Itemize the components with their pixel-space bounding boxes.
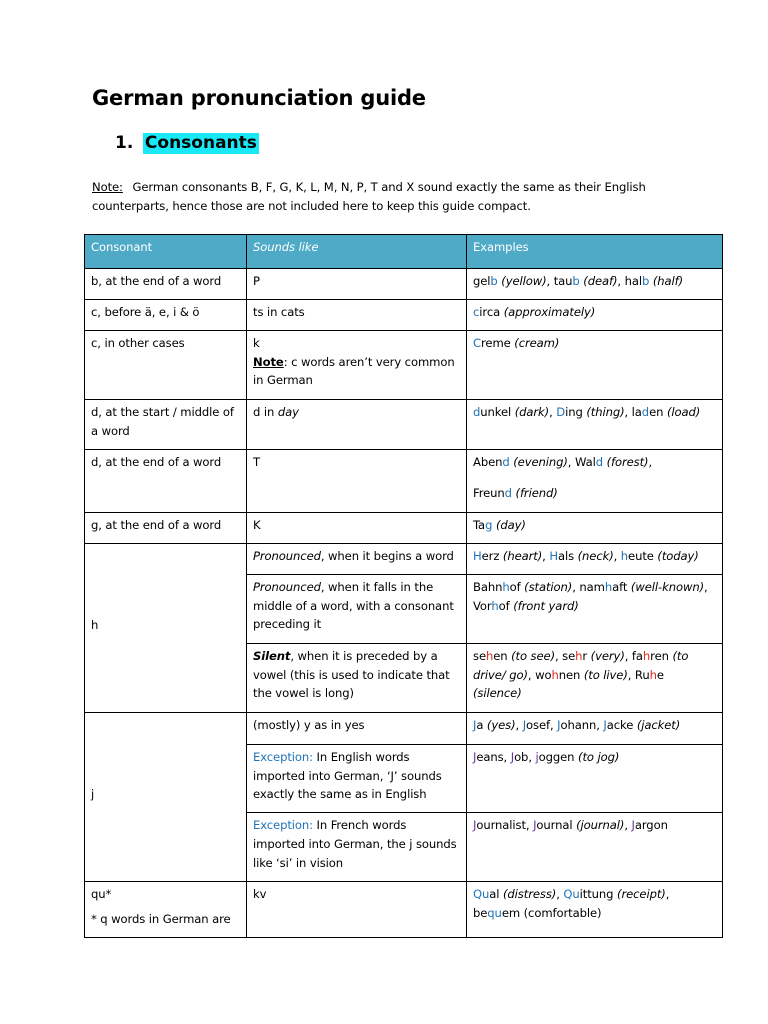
highlighted-letters: J: [631, 818, 635, 833]
example-text: [473, 885, 716, 923]
example-word-text: , wo: [527, 667, 552, 682]
consonant-cell: b, at the end of a word: [85, 268, 247, 299]
example-word-text: Freun: [473, 485, 505, 500]
sound-note-text: : c words aren’t very common in German: [253, 354, 455, 388]
example-word-text: ob,: [514, 749, 536, 764]
highlighted-letters: h: [604, 579, 613, 594]
sound-cell: [247, 744, 467, 812]
examples-cell: [467, 399, 723, 449]
sound-text: , when it falls in the middle of a word, with a consonant preceding it: [253, 579, 454, 632]
example-word-text: osef,: [526, 717, 558, 732]
note-text: German consonants B, F, G, K, L, M, N, P, T and X sound exactly the same as their English counterparts, hence those are not included here to keep this guide compact.: [92, 180, 646, 213]
highlighted-letters: H: [549, 548, 558, 563]
example-text: [473, 484, 716, 503]
examples-cell: [467, 813, 723, 882]
example-word-text: ,: [624, 818, 632, 833]
highlighted-letters: d: [473, 404, 481, 419]
example-word-text: Aben: [473, 454, 503, 469]
example-word-text: , tau: [546, 273, 573, 288]
examples-cell: [467, 268, 723, 299]
translation-text: (to live): [583, 667, 628, 682]
translation-text: (neck): [577, 548, 614, 563]
table-row: [85, 268, 723, 299]
examples-cell: [467, 330, 723, 399]
example-word-text: en: [493, 648, 512, 663]
example-text: [473, 334, 716, 353]
example-word-text: ournal: [536, 818, 577, 833]
example-word-text: em (comfortable): [501, 905, 602, 920]
highlighted-letters: g: [485, 517, 493, 532]
exception-label: Exception:: [253, 749, 313, 764]
example-word-text: unkel: [480, 404, 515, 419]
highlighted-letters: d: [641, 404, 650, 419]
highlighted-letters: Qu: [473, 887, 490, 902]
example-word-text: als: [557, 548, 578, 563]
consonant-label: qu*: [91, 887, 112, 902]
table-row: [85, 449, 723, 512]
sound-cell: K: [247, 512, 467, 543]
translation-text: (very): [590, 648, 625, 663]
example-word-text: al: [489, 887, 503, 902]
highlighted-letters: J: [557, 717, 561, 732]
sound-cell: [247, 643, 467, 712]
sound-keyword: Pronounced: [253, 579, 321, 594]
sound-note: [253, 353, 460, 391]
highlighted-letters: J: [603, 717, 607, 732]
example-word-text: ittung: [579, 887, 618, 902]
section-number: 1.: [115, 133, 134, 153]
highlighted-letters: j: [535, 749, 539, 764]
highlighted-letters: b: [572, 273, 580, 288]
table-row: [85, 882, 723, 938]
translation-text: (yes): [486, 717, 516, 732]
examples-cell: [467, 882, 723, 938]
highlighted-letters: h: [620, 548, 629, 563]
translation-text: (forest): [606, 454, 649, 469]
example-word-text: aft: [612, 579, 631, 594]
example-word-text: ,: [556, 887, 564, 902]
sound-cell: [247, 813, 467, 882]
example-text: [473, 578, 716, 616]
example-text: [473, 816, 716, 835]
example-word-text: a: [476, 717, 487, 732]
translation-text: (well-known): [630, 579, 704, 594]
examples-cell: [467, 543, 723, 574]
consonant-cell: [85, 882, 247, 938]
highlighted-letters: J: [533, 818, 537, 833]
example-word-text: nen: [558, 667, 584, 682]
table-header-row: [85, 235, 723, 269]
example-text: [473, 647, 716, 703]
highlighted-letters: h: [551, 667, 559, 682]
examples-cell: [467, 449, 723, 512]
highlighted-letters: C: [473, 335, 481, 350]
example-word-text: , nam: [572, 579, 605, 594]
example-word-text: , se: [555, 648, 576, 663]
example-word-text: ohann,: [560, 717, 604, 732]
section-title: Consonants: [144, 133, 257, 153]
example-word-text: en: [649, 404, 667, 419]
table-row: [85, 543, 723, 574]
consonant-cell: d, at the start / middle of a word: [85, 399, 247, 449]
highlighted-letters: J: [510, 749, 515, 764]
highlighted-letters: h: [502, 579, 510, 594]
example-text: [473, 403, 716, 422]
examples-cell: [467, 643, 723, 712]
example-word-text: ,: [515, 717, 523, 732]
note-label: Note:: [92, 180, 123, 194]
example-word-text: r: [582, 648, 591, 663]
example-word-text: ,: [648, 454, 653, 469]
sound-text: , when it is preceded by a vowel (this is used to indicate that the vowel is long): [253, 648, 450, 701]
translation-text: (yellow): [501, 273, 547, 288]
translation-text: (distress): [503, 887, 557, 902]
translation-text: (today): [657, 548, 699, 563]
example-word-text: of: [498, 598, 514, 613]
sound-cell: (mostly) y as in yes: [247, 712, 467, 744]
example-text: [473, 516, 716, 535]
example-word-text: , hal: [617, 273, 642, 288]
highlighted-letters: qu: [487, 905, 502, 920]
highlighted-letters: H: [473, 548, 482, 563]
exception-label: Exception:: [253, 818, 313, 833]
example-word-text: , be: [473, 887, 670, 920]
highlighted-letters: Qu: [563, 887, 580, 902]
examples-cell: [467, 574, 723, 643]
example-text: [473, 272, 716, 291]
sound-text: d in: [253, 404, 278, 419]
example-word-text: erz: [481, 548, 503, 563]
highlighted-letters: h: [575, 648, 583, 663]
sound-cell: ts in cats: [247, 299, 467, 330]
table-row: [85, 330, 723, 399]
spacer: [473, 472, 716, 484]
sound-note-label: Note: [253, 354, 284, 369]
translation-text: (to drive/ go): [473, 648, 689, 682]
example-word-text: se: [473, 648, 486, 663]
sound-cell: T: [247, 449, 467, 512]
highlighted-letters: J: [473, 749, 477, 764]
example-word-text: , Vor: [473, 579, 708, 613]
translation-text: (receipt): [617, 887, 666, 902]
translation-text: (evening): [513, 454, 568, 469]
highlighted-letters: b: [641, 273, 650, 288]
translation-text: (station): [524, 579, 573, 594]
example-text: [473, 748, 716, 767]
example-word-text: ,: [542, 548, 550, 563]
highlighted-letters: h: [649, 667, 657, 682]
example-word-text: , la: [624, 404, 642, 419]
example-text: [473, 547, 716, 566]
translation-text: (approximately): [503, 304, 596, 319]
example-word-text: , Ru: [627, 667, 650, 682]
sound-cell: [247, 543, 467, 574]
sound-text: , when it begins a word: [320, 548, 454, 563]
sound-cell: P: [247, 268, 467, 299]
examples-cell: [467, 744, 723, 812]
highlighted-letters: d: [502, 454, 510, 469]
highlighted-letters: d: [504, 485, 512, 500]
example-word-text: ren: [650, 648, 673, 663]
header-consonant: Consonant: [85, 235, 247, 269]
translation-text: (jacket): [636, 717, 681, 732]
pronunciation-table: [84, 234, 723, 938]
example-text: [473, 716, 716, 735]
translation-text: (cream): [514, 335, 560, 350]
translation-text: (to see): [511, 648, 555, 663]
example-word-text: ,: [613, 548, 621, 563]
sound-cell: kv: [247, 882, 467, 938]
example-word-text: eans,: [476, 749, 511, 764]
page-title: German pronunciation guide: [92, 86, 426, 110]
consonant-cell: g, at the end of a word: [85, 512, 247, 543]
highlighted-letters: J: [522, 717, 527, 732]
table-row: [85, 299, 723, 330]
translation-text: (friend): [515, 485, 558, 500]
header-sounds-like: Sounds like: [247, 235, 467, 269]
example-word-text: reme: [481, 335, 515, 350]
example-word-text: gel: [473, 273, 491, 288]
example-text: [473, 453, 716, 472]
highlighted-letters: h: [485, 648, 494, 663]
sound-keyword: Pronounced: [253, 548, 321, 563]
translation-text: (to jog): [578, 749, 620, 764]
translation-text: (front yard): [513, 598, 579, 613]
sound-text: In French words imported into German, the j sounds like ‘si’ in vision: [253, 818, 457, 870]
sound-keyword: Silent: [253, 648, 291, 663]
examples-cell: [467, 712, 723, 744]
consonant-cell: d, at the end of a word: [85, 449, 247, 512]
example-word-text: Bahn: [473, 579, 503, 594]
highlighted-letters: J: [473, 717, 477, 732]
highlighted-letters: d: [595, 454, 603, 469]
example-word-text: eute: [628, 548, 658, 563]
table-row: [85, 399, 723, 449]
sound-text: In English words imported into German, ‘J’ sounds exactly the same as in English: [253, 749, 442, 802]
example-word-text: acke: [606, 717, 637, 732]
sound-word: day: [277, 404, 299, 419]
sound-cell: [247, 574, 467, 643]
highlighted-letters: J: [473, 818, 477, 833]
translation-text: (dark): [514, 404, 550, 419]
sound-main: k: [253, 335, 260, 350]
intro-note: [92, 178, 672, 216]
consonant-cell: c, before ä, e, i & ö: [85, 299, 247, 330]
highlighted-letters: b: [490, 273, 498, 288]
example-word-text: , fa: [624, 648, 643, 663]
translation-text: (heart): [502, 548, 543, 563]
highlighted-letters: c: [473, 304, 480, 319]
examples-cell: [467, 299, 723, 330]
example-word-text: ing: [565, 404, 587, 419]
sound-cell: [247, 330, 467, 399]
translation-text: (load): [666, 404, 701, 419]
example-text: [473, 303, 716, 322]
consonant-cell: c, in other cases: [85, 330, 247, 399]
consonant-cell: j: [85, 712, 247, 881]
table-row: [85, 512, 723, 543]
translation-text: (journal): [576, 818, 625, 833]
translation-text: (day): [495, 517, 526, 532]
example-word-text: e: [656, 667, 664, 682]
example-word-text: ,: [549, 404, 557, 419]
translation-text: (silence): [473, 686, 522, 701]
footnote-text: * q words in German are: [91, 911, 231, 926]
sound-cell: [247, 399, 467, 449]
example-word-text: of: [509, 579, 525, 594]
example-word-text: irca: [479, 304, 504, 319]
header-examples: Examples: [467, 235, 723, 269]
example-word-text: ournalist,: [476, 818, 534, 833]
example-word-text: argon: [634, 818, 668, 833]
examples-cell: [467, 512, 723, 543]
highlighted-letters: D: [556, 404, 566, 419]
translation-text: (half): [652, 273, 684, 288]
consonant-cell: h: [85, 543, 247, 712]
table-row: [85, 712, 723, 744]
translation-text: (deaf): [583, 273, 618, 288]
highlighted-letters: h: [642, 648, 651, 663]
section-heading: [115, 133, 259, 153]
example-word-text: oggen: [538, 749, 579, 764]
highlighted-letters: h: [491, 598, 499, 613]
example-word-text: , Wal: [567, 454, 596, 469]
translation-text: (thing): [586, 404, 625, 419]
example-word-text: Ta: [473, 517, 486, 532]
